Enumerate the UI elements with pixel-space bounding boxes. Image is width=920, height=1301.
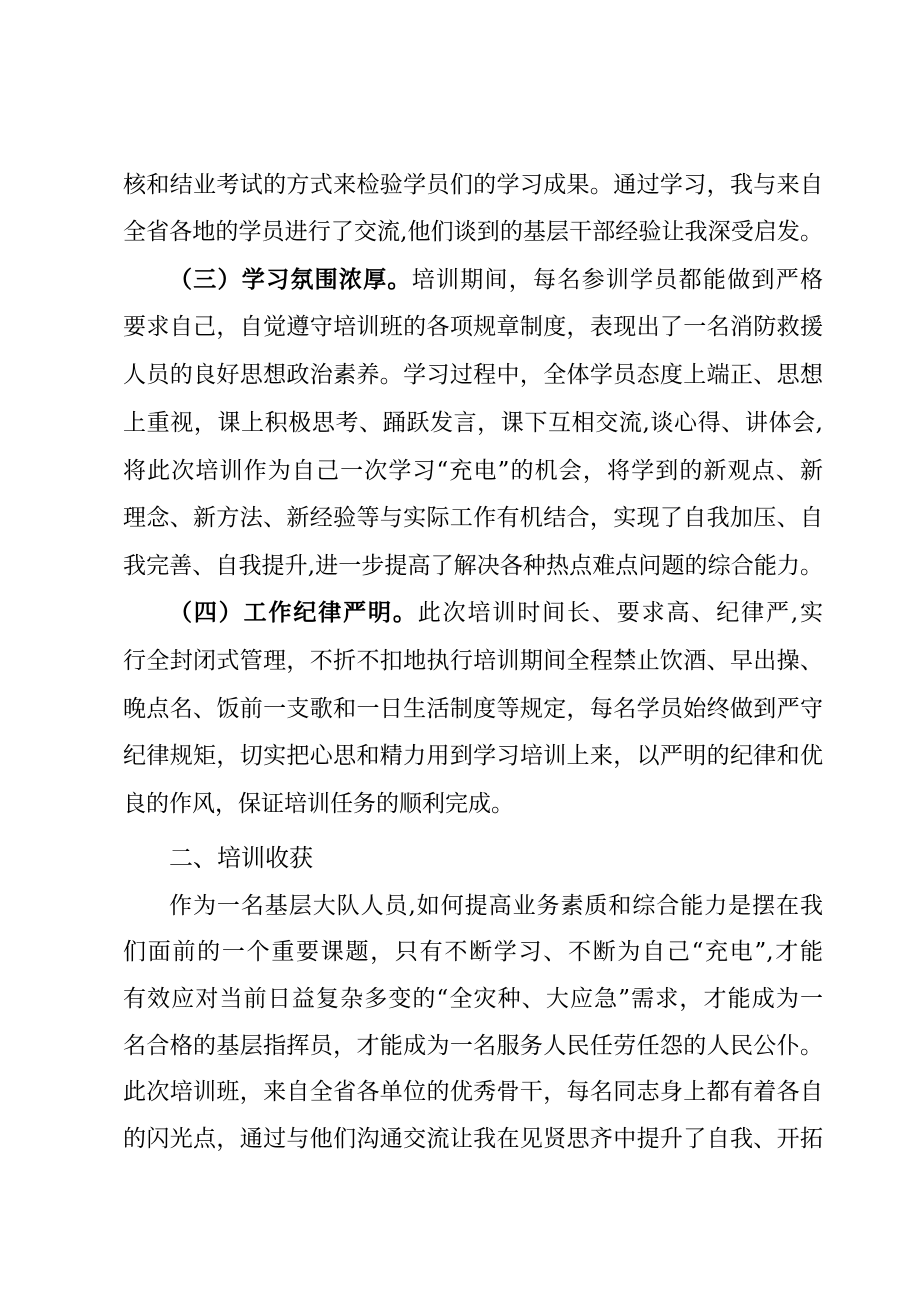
paragraph-line: 核和结业考试的方式来检验学员们的学习成果。通过学习，我与来自 xyxy=(123,172,823,198)
paragraph-line: 良的作风，保证培训任务的顺利完成。 xyxy=(123,791,514,817)
paragraph-line: 纪律规矩，切实把心思和精力用到学习培训上来，以严明的纪律和优 xyxy=(123,743,823,769)
paragraph-line: 的闪光点，通过与他们沟通交流让我在见贤思齐中提升了自我、开拓 xyxy=(123,1126,823,1152)
paragraph-line: 晚点名、饭前一支歌和一日生活制度等规定，每名学员始终做到严守 xyxy=(123,696,823,722)
paragraph-line: 全省各地的学员进行了交流,他们谈到的基层干部经验让我深受启发。 xyxy=(123,219,823,245)
paragraph-line: 作为一名基层大队人员,如何提高业务素质和综合能力是摆在我 xyxy=(169,893,823,919)
section-title: 二、培训收获 xyxy=(169,844,313,872)
paragraph-line: 我完善、自我提升,进一步提高了解决各种热点难点问题的综合能力。 xyxy=(123,553,823,579)
paragraph-line: 理念、新方法、新经验等与实际工作有机结合，实现了自我加压、自 xyxy=(123,505,823,531)
section-4-line-rest: 此次培训时间长、要求高、纪律严,实 xyxy=(417,600,824,626)
section-3-first-line xyxy=(169,265,823,295)
paragraph-line: 名合格的基层指挥员，才能成为一名服务人民任劳任怨的人民公仆。 xyxy=(123,1033,823,1059)
paragraph-line: 将此次培训作为自己一次学习“充电”的机会，将学到的新观点、新 xyxy=(123,458,823,484)
paragraph-line: 要求自己，自觉遵守培训班的各项规章制度，表现出了一名消防救援 xyxy=(123,314,823,340)
paragraph-line: 人员的良好思想政治素养。学习过程中，全体学员态度上端正、思想 xyxy=(123,362,823,388)
paragraph-line: 们面前的一个重要课题，只有不断学习、不断为自己“充电”,才能 xyxy=(123,939,823,965)
section-3-heading: （三）学习氛围浓厚。 xyxy=(169,266,412,293)
section-4-heading: （四）工作纪律严明。 xyxy=(169,599,418,626)
section-4-first-line xyxy=(169,598,823,628)
paragraph-line: 此次培训班，来自全省各单位的优秀骨干，每名同志身上都有着各自 xyxy=(123,1079,823,1105)
paragraph-line: 行全封闭式管理，不折不扣地执行培训期间全程禁止饮酒、早出操、 xyxy=(123,648,823,674)
paragraph-line: 有效应对当前日益复杂多变的“全灾种、大应急”需求，才能成为一 xyxy=(123,986,823,1012)
paragraph-line: 上重视，课上积极思考、踊跃发言，课下互相交流,谈心得、讲体会, xyxy=(123,410,823,436)
section-3-line-rest: 培训期间，每名参训学员都能做到严格 xyxy=(411,267,824,293)
